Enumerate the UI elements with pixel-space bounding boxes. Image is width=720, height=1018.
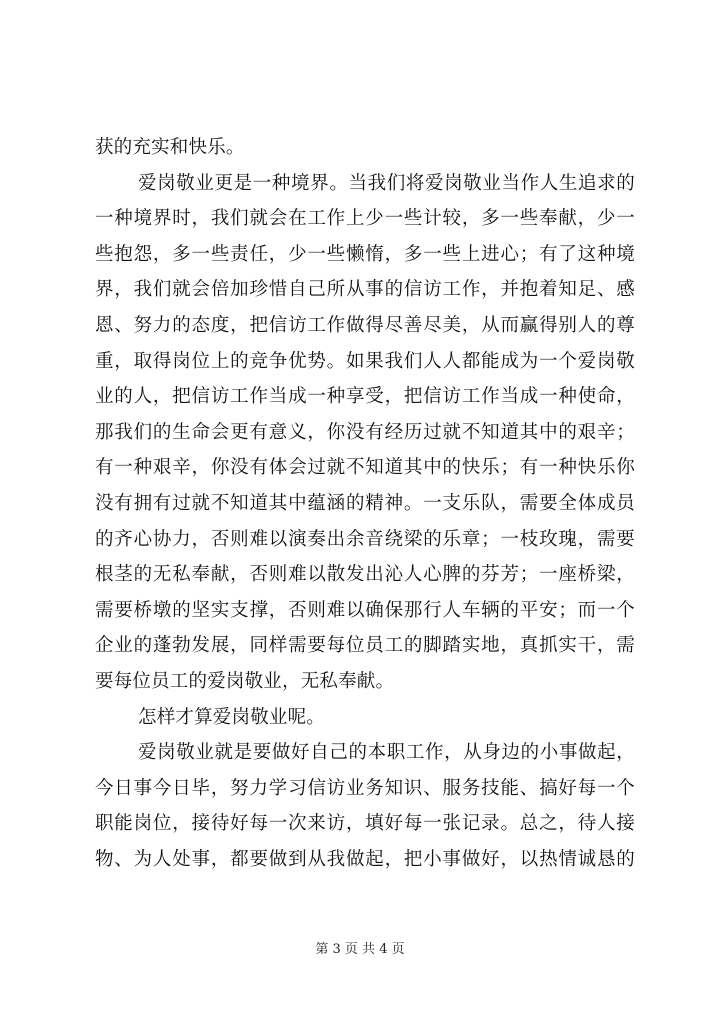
text-line: 职能岗位，接待好每一次来访，填好每一张记录。总之，待人接 bbox=[95, 813, 635, 835]
text-line: 业的人，把信访工作当成一种享受，把信访工作当成一种使命， bbox=[95, 386, 635, 408]
text-line: 一种境界时，我们就会在工作上少一些计较，多一些奉献，少一 bbox=[95, 208, 635, 230]
text-line: 企业的蓬勃发展，同样需要每位员工的脚踏实地，真抓实干，需 bbox=[95, 635, 635, 657]
text-line: 有一种艰辛，你没有体会过就不知道其中的快乐；有一种快乐你 bbox=[95, 457, 635, 479]
text-line: 今日事今日毕，努力学习信访业务知识、服务技能、搞好每一个 bbox=[95, 777, 635, 799]
text-line: 需要桥墩的坚实支撑，否则难以确保那行人车辆的平安；而一个 bbox=[95, 599, 635, 621]
text-line: 恩、努力的态度，把信访工作做得尽善尽美，从而赢得别人的尊 bbox=[95, 314, 635, 336]
text-line: 根茎的无私奉献，否则难以散发出沁人心脾的芬芳；一座桥梁， bbox=[95, 564, 635, 586]
text-line: 那我们的生命会更有意义，你没有经历过就不知道其中的艰辛； bbox=[95, 421, 635, 443]
text-line: 重，取得岗位上的竞争优势。如果我们人人都能成为一个爱岗敬 bbox=[95, 350, 635, 372]
text-line: 界，我们就会倍加珍惜自己所从事的信访工作，并抱着知足、感 bbox=[95, 279, 635, 301]
page-footer bbox=[0, 938, 720, 957]
text-line: 获的充实和快乐。 bbox=[95, 137, 245, 158]
text-line: 要每位员工的爱岗敬业，无私奉献。 bbox=[95, 670, 395, 692]
paragraph-start-line: 怎样才算爱岗敬业呢。 bbox=[138, 706, 326, 728]
text-line: 物、为人处事，都要做到从我做起，把小事做好，以热情诚恳的 bbox=[95, 848, 635, 870]
body-text bbox=[95, 130, 635, 877]
paragraph-start-line: 爱岗敬业更是一种境界。当我们将爱岗敬业当作人生追求的 bbox=[138, 172, 635, 194]
text-line: 些抱怨，多一些责任，少一些懒惰，多一些上进心；有了这种境 bbox=[95, 243, 635, 265]
page-number-label: 第 3 页 共 4 页 bbox=[315, 942, 405, 957]
text-line: 没有拥有过就不知道其中蕴涵的精神。一支乐队，需要全体成员 bbox=[95, 492, 635, 514]
paragraph-start-line: 爱岗敬业就是要做好自己的本职工作，从身边的小事做起， bbox=[138, 742, 635, 764]
text-line: 的齐心协力，否则难以演奏出余音绕梁的乐章；一枝玫瑰，需要 bbox=[95, 528, 635, 550]
